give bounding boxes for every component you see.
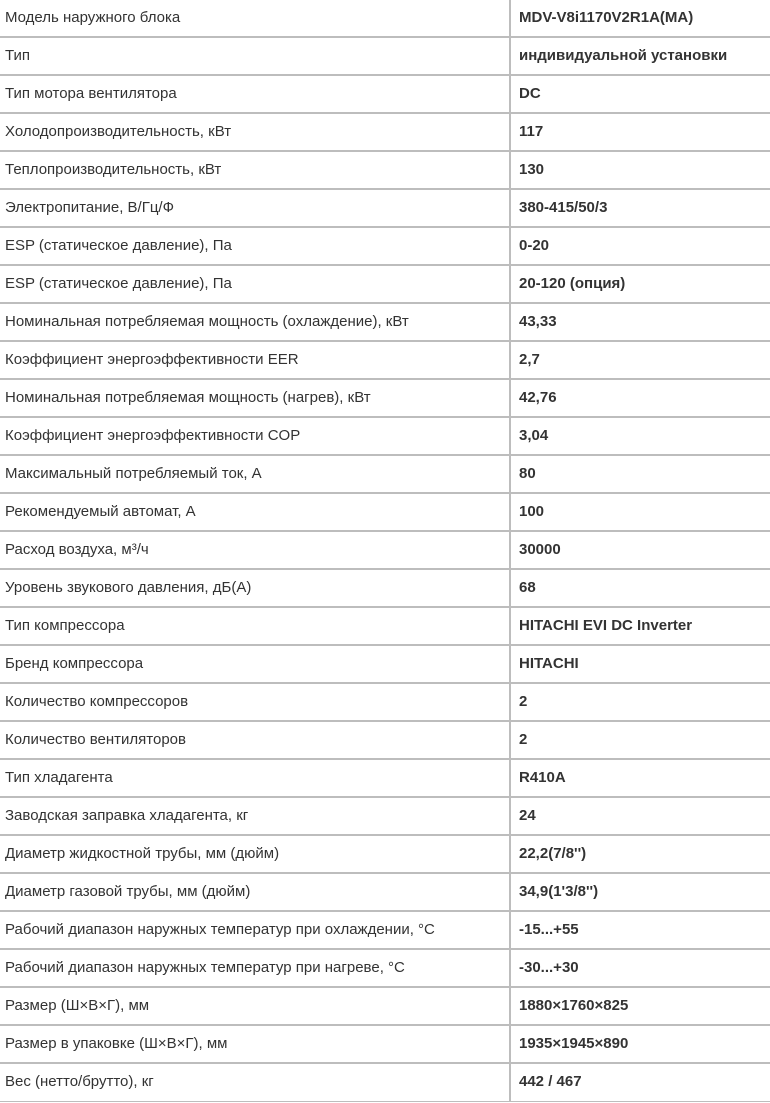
- spec-row-power-supply: [0, 189, 770, 227]
- spec-row-fan-count: [0, 721, 770, 759]
- spec-value: индивидуальной установки: [510, 37, 770, 75]
- spec-value: 1935×1945×890: [510, 1025, 770, 1063]
- spec-label: Номинальная потребляемая мощность (охлаждение), кВт: [0, 303, 510, 341]
- spec-label: Размер (Ш×В×Г), мм: [0, 987, 510, 1025]
- spec-row-fan-motor-type: [0, 75, 770, 113]
- spec-value: 34,9(1'3/8''): [510, 873, 770, 911]
- spec-row-liquid-pipe-diameter: [0, 835, 770, 873]
- spec-value: MDV-V8i1170V2R1A(MA): [519, 9, 694, 26]
- spec-row-sound-pressure: [0, 569, 770, 607]
- spec-label: Холодопроизводительность, кВт: [0, 113, 510, 151]
- spec-label: Заводская заправка хладагента, кг: [0, 797, 510, 835]
- spec-label: Коэффициент энергоэффективности EER: [0, 341, 510, 379]
- spec-label: Электропитание, В/Гц/Ф: [0, 189, 510, 227]
- spec-label: Тип компрессора: [0, 607, 510, 645]
- spec-row-compressor-brand: [0, 645, 770, 683]
- spec-row-airflow: [0, 531, 770, 569]
- spec-row-cooling-temp-range: [0, 911, 770, 949]
- spec-row-heating-temp-range: [0, 949, 770, 987]
- spec-row-weight: [0, 1063, 770, 1101]
- spec-label: Тип мотора вентилятора: [0, 75, 510, 113]
- spec-row-cop: [0, 417, 770, 455]
- spec-label: Количество компрессоров: [0, 683, 510, 721]
- spec-value: 117: [510, 113, 770, 151]
- spec-row-gas-pipe-diameter: [0, 873, 770, 911]
- spec-row-refrigerant-type: [0, 759, 770, 797]
- spec-value: 442 / 467: [510, 1063, 770, 1101]
- spec-label: Вес (нетто/брутто), кг: [0, 1063, 510, 1101]
- spec-row-refrigerant-charge: [0, 797, 770, 835]
- spec-value: 68: [510, 569, 770, 607]
- spec-label: Рекомендуемый автомат, А: [0, 493, 510, 531]
- spec-value: -30...+30: [510, 949, 770, 987]
- spec-label: Диаметр газовой трубы, мм (дюйм): [0, 873, 510, 911]
- spec-value: 2: [510, 721, 770, 759]
- spec-value: 130: [510, 151, 770, 189]
- spec-label: Тип: [0, 37, 510, 75]
- spec-value: 20-120 (опция): [510, 265, 770, 303]
- spec-value: HITACHI EVI DC Inverter: [510, 607, 770, 645]
- spec-value: 3,04: [510, 417, 770, 455]
- spec-value: 100: [510, 493, 770, 531]
- spec-label: Рабочий диапазон наружных температур при охлаждении, °С: [0, 911, 510, 949]
- spec-value: DC: [510, 75, 770, 113]
- spec-row-package-dimensions: [0, 1025, 770, 1063]
- spec-value: 42,76: [510, 379, 770, 417]
- spec-value: 30000: [510, 531, 770, 569]
- spec-row-eer: [0, 341, 770, 379]
- spec-value: 24: [510, 797, 770, 835]
- spec-label: Уровень звукового давления, дБ(А): [0, 569, 510, 607]
- spec-label: Расход воздуха, м³/ч: [0, 531, 510, 569]
- spec-label: Диаметр жидкостной трубы, мм (дюйм): [0, 835, 510, 873]
- spec-row-cooling-capacity: [0, 113, 770, 151]
- spec-row-dimensions: [0, 987, 770, 1025]
- spec-label: Теплопроизводительность, кВт: [0, 151, 510, 189]
- spec-row-esp-option: [0, 265, 770, 303]
- spec-label: Размер в упаковке (Ш×В×Г), мм: [0, 1025, 510, 1063]
- spec-row-compressor-type: [0, 607, 770, 645]
- spec-value: 0-20: [510, 227, 770, 265]
- spec-value: -15...+55: [510, 911, 770, 949]
- spec-label: ESP (статическое давление), Па: [0, 227, 510, 265]
- spec-row-esp-standard: [0, 227, 770, 265]
- spec-value: 22,2(7/8''): [510, 835, 770, 873]
- spec-label: Коэффициент энергоэффективности COP: [0, 417, 510, 455]
- spec-value: R410A: [510, 759, 770, 797]
- spec-label: Максимальный потребляемый ток, А: [0, 455, 510, 493]
- spec-label: Бренд компрессора: [0, 645, 510, 683]
- spec-label: Количество вентиляторов: [0, 721, 510, 759]
- spec-row-compressor-count: [0, 683, 770, 721]
- spec-row-max-current: [0, 455, 770, 493]
- spec-value: 2,7: [510, 341, 770, 379]
- spec-row-type: [0, 37, 770, 75]
- spec-row-cooling-power-input: [0, 303, 770, 341]
- spec-value: 1880×1760×825: [510, 987, 770, 1025]
- spec-label: Номинальная потребляемая мощность (нагрев), кВт: [0, 379, 510, 417]
- spec-value: 43,33: [510, 303, 770, 341]
- spec-label: Тип хладагента: [0, 759, 510, 797]
- spec-label: Рабочий диапазон наружных температур при нагреве, °С: [0, 949, 510, 987]
- spec-value: 80: [510, 455, 770, 493]
- spec-value: 2: [510, 683, 770, 721]
- spec-label: Модель наружного блока: [0, 0, 510, 37]
- spec-row-heating-capacity: [0, 151, 770, 189]
- spec-value: HITACHI: [510, 645, 770, 683]
- spec-label: ESP (статическое давление), Па: [0, 265, 510, 303]
- spec-value: 380-415/50/3: [510, 189, 770, 227]
- spec-row-heating-power-input: [0, 379, 770, 417]
- spec-row-outdoor-unit-model: [0, 0, 770, 37]
- spec-row-recommended-breaker: [0, 493, 770, 531]
